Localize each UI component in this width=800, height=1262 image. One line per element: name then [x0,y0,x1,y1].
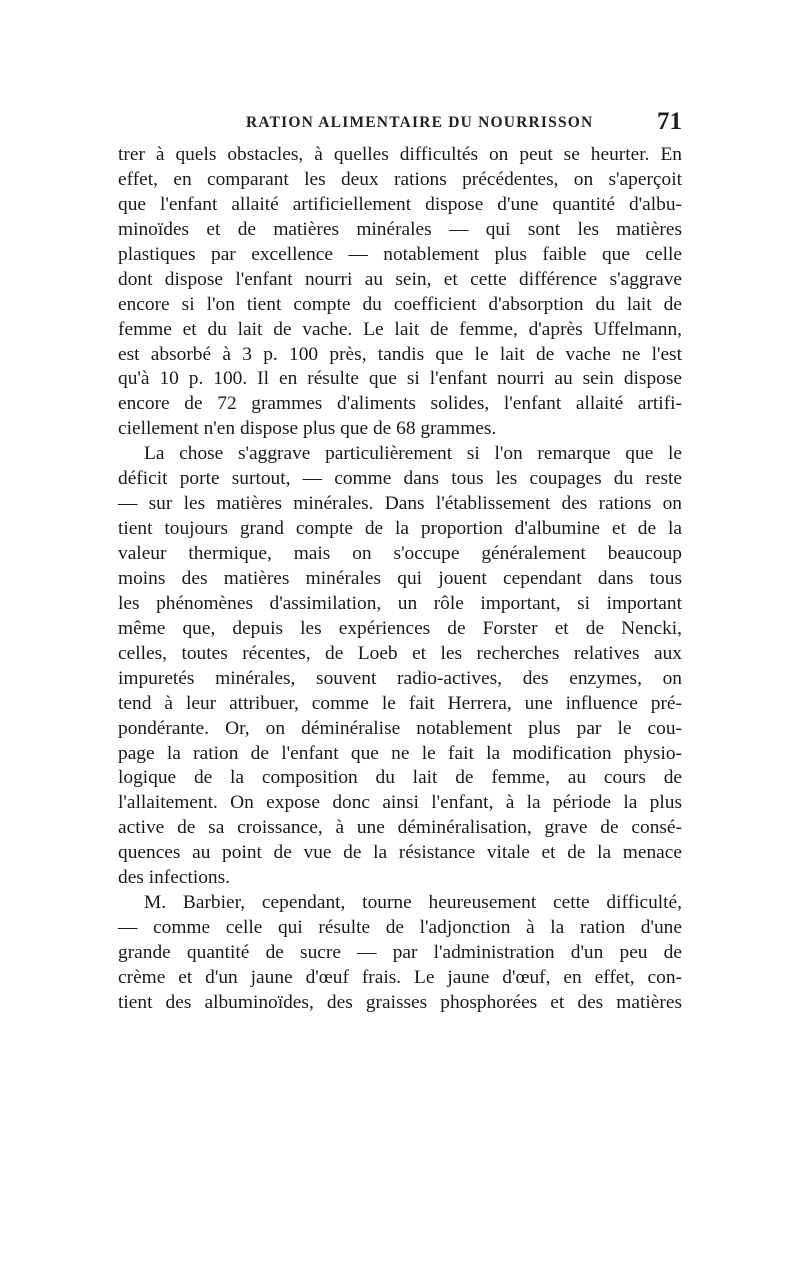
text-line: valeur thermique, mais on s'occupe généralement beaucoup [118,543,682,564]
text-line: crème et d'un jaune d'œuf frais. Le jaune d'œuf, en effet, con- [118,966,682,988]
text-line: active de sa croissance, à une déminéralisation, grave de consé- [118,817,682,839]
text-line: dont dispose l'enfant nourri au sein, et cette différence s'aggrave [118,268,682,290]
text-line: plastiques par excellence — notablement plus faible que celle [118,243,682,265]
running-title: RATION ALIMENTAIRE DU NOURRISSON [246,114,594,131]
text-line: — comme celle qui résulte de l'adjonction à la ration d'une [118,917,682,939]
text-line: l'allaitement. On expose donc ainsi l'enfant, à la période la plus [118,792,682,814]
text-line: La chose s'aggrave particulièrement si l'on remarque que le [144,443,682,465]
text-line: page la ration de l'enfant que ne le fait la modification physio- [118,742,682,764]
text-line: effet, en comparant les deux rations précédentes, on s'aperçoit [118,168,682,190]
text-line: que l'enfant allaité artificiellement dispose d'une quantité d'albu- [118,193,682,215]
text-line: quences au point de vue de la résistance vitale et de la menace [118,842,682,864]
text-line: les phénomènes d'assimilation, un rôle important, si important [118,592,682,614]
text-line: des infections. [118,867,231,889]
text-line: tend à leur attribuer, comme le fait Herrera, une influence pré- [118,692,682,714]
text-line: grande quantité de sucre — par l'administration d'un peu de [118,942,682,963]
text-line: celles, toutes récentes, de Loeb et les recherches relatives aux [118,642,682,664]
text-line: ciellement n'en dispose plus que de 68 grammes. [118,418,497,440]
text-line: M. Barbier, cependant, tourne heureusement cette difficulté, [144,892,682,914]
text-line: est absorbé à 3 p. 100 près, tandis que le lait de vache ne l'est [118,343,682,365]
page-number: 71 [657,108,682,135]
text-line: tient des albuminoïdes, des graisses phosphorées et des matières [118,991,682,1013]
text-line: pondérante. Or, on déminéralise notablement plus par le cou- [118,717,682,739]
text-line: femme et du lait de vache. Le lait de femme, d'après Uffelmann, [118,318,682,340]
text-line: tient toujours grand compte de la proportion d'albumine et de la [118,518,682,540]
text-line: encore de 72 grammes d'aliments solides, l'enfant allaité artifi- [118,393,682,415]
text-line: déficit porte surtout, — comme dans tous les coupages du reste [118,468,682,490]
text-line: impuretés minérales, souvent radio-actives, des enzymes, on [118,667,682,689]
text-line: — sur les matières minérales. Dans l'établissement des rations on [118,493,682,515]
text-line: minoïdes et de matières minérales — qui sont les matières [118,218,682,240]
text-line: trer à quels obstacles, à quelles difficultés on peut se heurter. En [118,144,682,165]
text-line: même que, depuis les expériences de Forster et de Nencki, [118,617,682,639]
body-text [118,143,682,1016]
text-line: qu'à 10 p. 100. Il en résulte que si l'enfant nourri au sein dispose [118,368,682,390]
running-head [118,108,682,138]
text-line: moins des matières minérales qui jouent cependant dans tous [118,567,682,589]
text-line: encore si l'on tient compte du coefficient d'absorption du lait de [118,293,682,315]
text-line: logique de la composition du lait de femme, au cours de [118,767,682,789]
